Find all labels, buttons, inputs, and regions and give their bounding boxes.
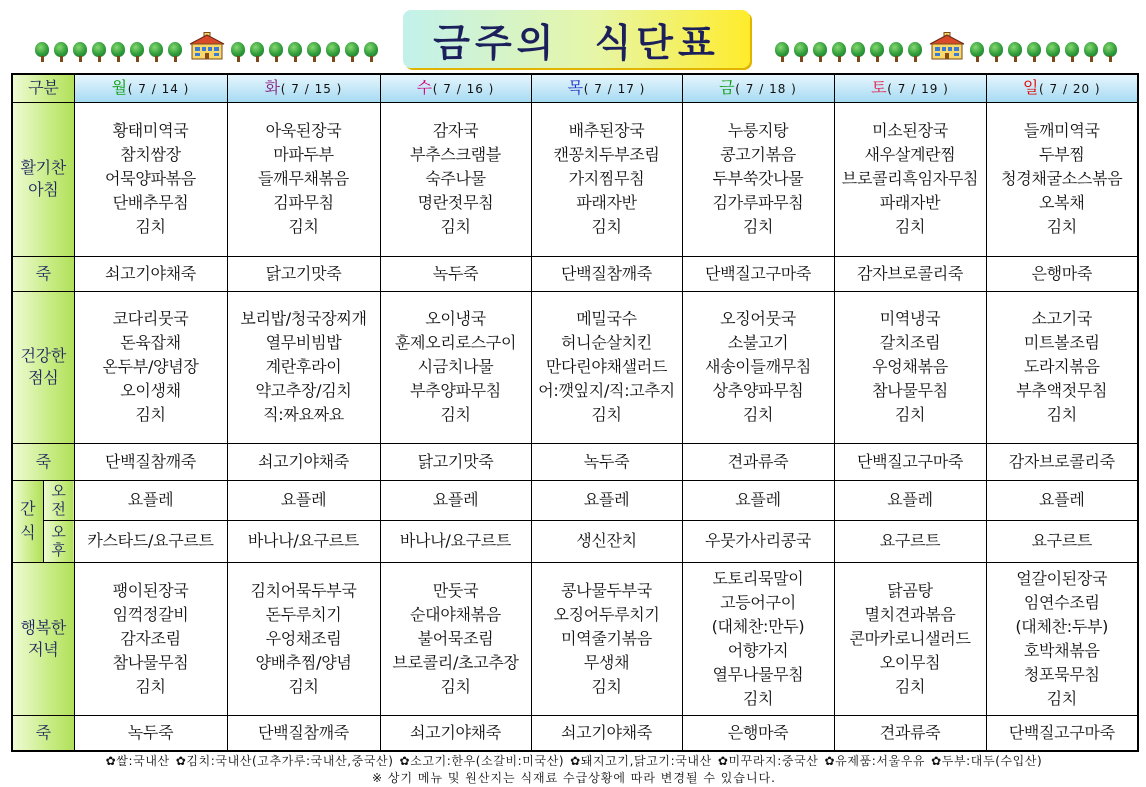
menu-item: 아욱된장국: [265, 121, 342, 140]
origin-note: ✿돼지고기,닭고기:국내산: [570, 754, 712, 768]
menu-item: 새송이들깨무침: [704, 357, 812, 376]
porridge-cell: 감자브로콜리죽: [834, 256, 986, 291]
row-header-snack: [12, 480, 43, 562]
menu-item: 시금치나물: [417, 357, 494, 376]
menu-item: 양배추찜/양념: [255, 652, 352, 672]
menu-item: 도라지볶음: [1023, 357, 1100, 376]
tree-icon: [1008, 42, 1022, 62]
dinner-cell-fri: [682, 562, 834, 715]
tree-icon: [307, 42, 321, 62]
menu-item: 김치: [591, 217, 622, 236]
tree-icon: [111, 42, 125, 62]
menu-item: 콩나물두부국: [561, 580, 652, 600]
tree-icon: [345, 42, 359, 62]
tree-row-left-1: [35, 42, 182, 62]
porridge-cell: 단백질고구마죽: [986, 715, 1138, 751]
origin-note: ✿김치:국내산(고추가루:국내산,중국산): [175, 754, 394, 768]
menu-item: 미트볼조림: [1023, 333, 1100, 352]
menu-item: 멸치견과볶음: [864, 604, 956, 624]
menu-item: 무생채: [583, 652, 630, 672]
row-header-line: 저녁: [28, 639, 59, 659]
menu-item: 오징어뭇국: [720, 309, 796, 328]
menu-item: 오복채: [1039, 193, 1085, 212]
menu-item: 미역줄기볶음: [561, 628, 652, 648]
day-date: ( 7 / 18 ): [735, 81, 797, 96]
menu-item: 코다리뭇국: [112, 309, 189, 328]
menu-item: 열무비빔밥: [265, 333, 342, 352]
day-date: ( 7 / 17 ): [583, 81, 646, 96]
tree-icon: [775, 42, 789, 62]
menu-item: 김치: [1046, 405, 1077, 424]
day-header-thu: [531, 74, 682, 102]
day-date: ( 7 / 15 ): [280, 81, 343, 96]
menu-item: 황태미역국: [112, 121, 189, 140]
tree-icon: [1046, 42, 1060, 62]
day-header-sat: [834, 74, 986, 102]
origin-note: ✿쌀:국내산: [105, 754, 170, 768]
tree-icon: [794, 42, 808, 62]
day-name: 일: [1022, 77, 1039, 97]
row-header-line: 식: [20, 523, 36, 542]
menu-item: 부추스크램블: [410, 145, 501, 164]
tree-icon: [168, 42, 182, 62]
menu-item: 김치: [894, 676, 926, 696]
row-header-lunch-porridge: 죽: [12, 443, 74, 480]
tree-icon: [73, 42, 87, 62]
dinner-cell-wed: [380, 562, 531, 715]
tree-icon: [149, 42, 163, 62]
snack-am-cell: 요플레: [227, 480, 380, 520]
breakfast-cell-sun: [986, 102, 1138, 256]
breakfast-cell-sat: [834, 102, 986, 256]
row-header-breakfast: [12, 102, 74, 256]
day-header-sun: [986, 74, 1138, 102]
tree-icon: [54, 42, 68, 62]
tree-icon: [231, 42, 245, 62]
menu-item: 김치: [135, 217, 166, 236]
lunch-cell-mon: [74, 291, 227, 443]
menu-item: 메밀국수: [576, 309, 637, 328]
tree-icon: [92, 42, 106, 62]
day-date: ( 7 / 14 ): [127, 81, 190, 96]
origin-note: ✿미꾸라지:중국산: [717, 754, 819, 768]
day-name: 목: [567, 77, 583, 97]
menu-item: 브로콜리흑임자무침: [841, 169, 979, 188]
menu-item: 임연수조림: [1023, 592, 1100, 612]
row-header-line: 점심: [28, 368, 59, 387]
menu-item: 약고추장/김치: [255, 381, 352, 400]
menu-item: 얼갈이된장국: [1016, 568, 1108, 588]
tree-row-right-1: [775, 42, 922, 62]
dinner-cell-tue: [227, 562, 380, 715]
tree-icon: [326, 42, 340, 62]
lunch-cell-wed: [380, 291, 531, 443]
menu-item: 어묵양파볶음: [105, 169, 196, 188]
tree-icon: [1027, 42, 1041, 62]
menu-item: 열무나물무침: [712, 664, 804, 684]
row-header-dinner-porridge: 죽: [12, 715, 74, 751]
menu-item: 가지찜무침: [568, 169, 645, 188]
menu-item: 김치: [591, 676, 622, 696]
menu-item: 참나물무침: [112, 652, 189, 672]
change-notice: ※ 상기 메뉴 및 원산지는 식재료 수급상황에 따라 변경될 수 있습니다.: [371, 771, 776, 785]
snack-pm-cell: 요구르트: [834, 520, 986, 562]
menu-item: 갈치조림: [879, 333, 941, 352]
row-header-line: 활기찬: [20, 158, 66, 177]
menu-item: 감자국: [432, 121, 479, 140]
snack-am-cell: 요플레: [986, 480, 1138, 520]
menu-item: 도토리묵말이: [712, 568, 804, 588]
tree-icon: [889, 42, 903, 62]
menu-item: (대체찬:두부): [1015, 616, 1109, 636]
row-header-lunch: [12, 291, 74, 443]
row-header-snack-pm: [43, 520, 74, 562]
day-date: ( 7 / 19 ): [887, 81, 949, 96]
menu-item: 마파두부: [273, 145, 334, 164]
tree-icon: [1065, 42, 1079, 62]
dinner-cell-sat: [834, 562, 986, 715]
snack-pm-cell: 요구르트: [986, 520, 1138, 562]
menu-item: 김치어묵두부국: [250, 580, 357, 600]
dinner-cell-thu: [531, 562, 682, 715]
menu-item: 참치쌈장: [120, 145, 181, 164]
menu-item: 미역냉국: [879, 309, 941, 328]
origin-note: ✿두부:대두(수입산): [931, 754, 1043, 768]
tree-icon: [35, 42, 49, 62]
menu-item: 허니순살치킨: [561, 333, 652, 352]
row-header-line: 간: [20, 499, 36, 518]
day-header-fri: [682, 74, 834, 102]
tree-icon: [288, 42, 302, 62]
tree-icon: [130, 42, 144, 62]
menu-item: 김치: [135, 676, 166, 696]
day-name: 화: [264, 77, 280, 97]
title-banner: [403, 10, 750, 68]
porridge-cell: 녹두죽: [531, 443, 682, 480]
menu-item: 김치: [742, 688, 774, 708]
menu-item: 김치: [1046, 217, 1077, 236]
menu-item: 들깨미역국: [1023, 121, 1100, 140]
row-header-breakfast-porridge: 죽: [12, 256, 74, 291]
porridge-cell: 쇠고기야채죽: [227, 443, 380, 480]
menu-item: 누룽지탕: [727, 121, 789, 140]
tree-icon: [870, 42, 884, 62]
menu-item: 김치: [894, 217, 926, 236]
menu-item: 상추양파무침: [712, 381, 804, 400]
snack-am-cell: 요플레: [682, 480, 834, 520]
menu-item: 불어묵조림: [417, 628, 494, 648]
menu-item: 팽이된장국: [112, 580, 189, 600]
snack-am-cell: 요플레: [74, 480, 227, 520]
weekly-menu-table: [11, 73, 1139, 752]
menu-item: 김치: [591, 405, 622, 424]
menu-item: 어:깻잎지/직:고추지: [538, 381, 675, 400]
lunch-cell-sat: [834, 291, 986, 443]
porridge-cell: 단백질참깨죽: [531, 256, 682, 291]
menu-item: 김치: [742, 217, 774, 236]
menu-item: 우엉채조림: [265, 628, 342, 648]
menu-item: 김치: [440, 217, 471, 236]
menu-item: 캔꽁치두부조림: [553, 145, 660, 164]
menu-item: (대체찬:만두): [711, 616, 805, 636]
day-name: 금: [719, 77, 735, 97]
house-icon: [928, 32, 966, 60]
tree-row-left-2: [231, 42, 378, 62]
tree-row-right-2: [970, 42, 1117, 62]
tree-icon: [1084, 42, 1098, 62]
menu-item: 단배추무침: [112, 193, 189, 212]
tree-icon: [832, 42, 846, 62]
category-header: 구분: [12, 74, 74, 102]
porridge-cell: 감자브로콜리죽: [986, 443, 1138, 480]
menu-item: 부추액젓무침: [1016, 381, 1108, 400]
tree-icon: [908, 42, 922, 62]
menu-item: 고등어구이: [720, 592, 796, 612]
tree-icon: [364, 42, 378, 62]
menu-item: 김치: [135, 405, 166, 424]
menu-item: 어향가지: [727, 640, 789, 660]
day-date: ( 7 / 20 ): [1039, 81, 1101, 96]
menu-item: 오이무침: [879, 652, 941, 672]
tree-icon: [250, 42, 264, 62]
porridge-cell: 녹두죽: [74, 715, 227, 751]
porridge-cell: 은행마죽: [682, 715, 834, 751]
snack-pm-cell: 바나나/요구르트: [227, 520, 380, 562]
menu-item: 두부쑥갓나물: [712, 169, 804, 188]
day-name: 수: [416, 77, 432, 97]
menu-item: 부추양파무침: [410, 381, 501, 400]
row-header-line: 오: [51, 523, 66, 541]
menu-item: 김치: [1046, 688, 1077, 708]
menu-item: 오이생채: [120, 381, 181, 400]
porridge-cell: 단백질참깨죽: [227, 715, 380, 751]
porridge-cell: 녹두죽: [380, 256, 531, 291]
menu-item: 파래자반: [879, 193, 941, 212]
row-header-snack-am: [43, 480, 74, 520]
porridge-cell: 쇠고기야채죽: [531, 715, 682, 751]
breakfast-cell-fri: [682, 102, 834, 256]
house-icon: [188, 32, 226, 60]
menu-item: 김파무침: [273, 193, 334, 212]
tree-icon: [989, 42, 1003, 62]
breakfast-cell-mon: [74, 102, 227, 256]
menu-item: 소고기국: [1031, 309, 1093, 328]
menu-item: 닭곰탕: [887, 580, 933, 600]
tree-icon: [269, 42, 283, 62]
menu-item: 훈제오리로스구이: [394, 333, 517, 352]
menu-item: 오이냉국: [425, 309, 486, 328]
menu-item: 콘마카로니샐러드: [849, 628, 971, 648]
menu-item: 청포묵무침: [1023, 664, 1100, 684]
day-name: 토: [871, 77, 887, 97]
row-header-line: 건강한: [20, 346, 66, 365]
porridge-cell: 닭고기맛죽: [380, 443, 531, 480]
menu-item: 돈육잡채: [120, 333, 181, 352]
menu-item: 김치: [440, 676, 471, 696]
lunch-cell-tue: [227, 291, 380, 443]
day-name: 월: [111, 77, 127, 97]
menu-item: 미소된장국: [872, 121, 948, 140]
row-header-line: 후: [51, 541, 66, 559]
menu-item: 임꺽정갈비: [112, 604, 189, 624]
porridge-cell: 견과류죽: [834, 715, 986, 751]
menu-item: 김치: [440, 405, 471, 424]
menu-item: 파래자반: [576, 193, 637, 212]
menu-item: 참나물무침: [872, 381, 948, 400]
menu-item: 오징어두루치기: [553, 604, 660, 624]
porridge-cell: 닭고기맛죽: [227, 256, 380, 291]
menu-item: 김치: [894, 405, 926, 424]
tree-icon: [813, 42, 827, 62]
porridge-cell: 견과류죽: [682, 443, 834, 480]
breakfast-cell-tue: [227, 102, 380, 256]
menu-item: 감자조림: [120, 628, 181, 648]
breakfast-cell-wed: [380, 102, 531, 256]
porridge-cell: 은행마죽: [986, 256, 1138, 291]
origin-note: ✿유제품:서울우유: [824, 754, 926, 768]
menu-item: 직:짜요짜요: [263, 405, 344, 424]
tree-icon: [1103, 42, 1117, 62]
row-header-line: 아침: [28, 180, 59, 199]
menu-item: 우엉채볶음: [872, 357, 948, 376]
menu-item: 새우살계란찜: [864, 145, 956, 164]
porridge-cell: 쇠고기야채죽: [380, 715, 531, 751]
origin-notes: [11, 754, 1137, 769]
menu-item: 돈두루치기: [265, 604, 342, 624]
snack-pm-cell: 우뭇가사리콩국: [682, 520, 834, 562]
menu-item: 숙주나물: [425, 169, 486, 188]
menu-item: 브로콜리/초고추장: [392, 652, 519, 672]
menu-item: 김치: [288, 217, 319, 236]
lunch-cell-fri: [682, 291, 834, 443]
menu-item: 콩고기볶음: [720, 145, 796, 164]
snack-pm-cell: 생신잔치: [531, 520, 682, 562]
menu-item: 만둣국: [432, 580, 479, 600]
breakfast-cell-thu: [531, 102, 682, 256]
snack-am-cell: 요플레: [380, 480, 531, 520]
day-header-tue: [227, 74, 380, 102]
tree-icon: [851, 42, 865, 62]
menu-item: 청경채굴소스볶음: [1001, 169, 1123, 188]
menu-item: 소불고기: [727, 333, 789, 352]
snack-am-cell: 요플레: [531, 480, 682, 520]
dinner-cell-mon: [74, 562, 227, 715]
tree-icon: [970, 42, 984, 62]
row-header-line: 행복한: [20, 617, 66, 637]
menu-item: 만다린야채샐러드: [545, 357, 668, 376]
porridge-cell: 단백질고구마죽: [682, 256, 834, 291]
menu-item: 배추된장국: [568, 121, 645, 140]
menu-item: 들깨무채볶음: [258, 169, 349, 188]
porridge-cell: 쇠고기야채죽: [74, 256, 227, 291]
menu-item: 계란후라이: [265, 357, 342, 376]
menu-item: 온두부/양념장: [102, 357, 199, 376]
row-header-dinner: [12, 562, 74, 715]
snack-am-cell: 요플레: [834, 480, 986, 520]
page-title: 금주의 식단표: [433, 20, 720, 65]
menu-item: 김치: [742, 405, 774, 424]
dinner-cell-sun: [986, 562, 1138, 715]
menu-item: 순대야채볶음: [410, 604, 501, 624]
lunch-cell-sun: [986, 291, 1138, 443]
row-header-line: 오: [51, 482, 66, 500]
lunch-cell-thu: [531, 291, 682, 443]
day-date: ( 7 / 16 ): [432, 81, 495, 96]
menu-item: 명란젓무침: [417, 193, 494, 212]
porridge-cell: 단백질고구마죽: [834, 443, 986, 480]
menu-item: 호박채볶음: [1023, 640, 1100, 660]
snack-pm-cell: 바나나/요구르트: [380, 520, 531, 562]
day-header-wed: [380, 74, 531, 102]
menu-item: 보리밥/청국장찌개: [240, 309, 367, 328]
row-header-line: 전: [51, 500, 66, 518]
menu-item: 김가루파무침: [712, 193, 804, 212]
menu-item: 두부찜: [1039, 145, 1085, 164]
porridge-cell: 단백질참깨죽: [74, 443, 227, 480]
day-header-mon: [74, 74, 227, 102]
origin-note: ✿소고기:한우(소갈비:미국산): [399, 754, 565, 768]
menu-item: 김치: [288, 676, 319, 696]
snack-pm-cell: 카스타드/요구르트: [74, 520, 227, 562]
